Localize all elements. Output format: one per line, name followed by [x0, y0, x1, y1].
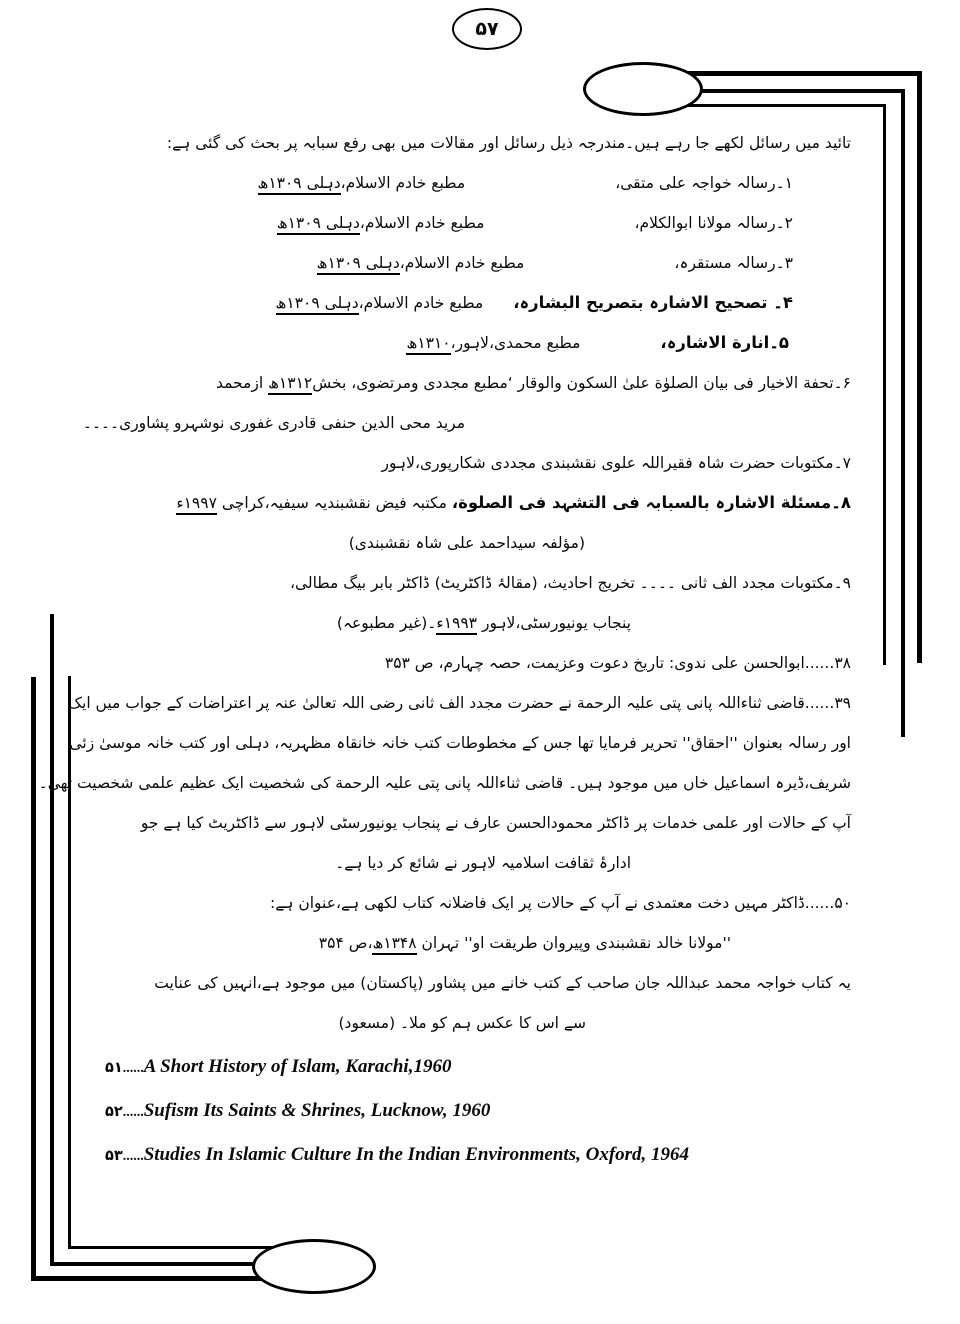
entry-2-press: مطبع خادم الاسلام، [359, 214, 485, 232]
entry-4-press: مطبع خادم الاسلام، [358, 294, 484, 312]
entry-8-author [85, 526, 851, 560]
footnote-50-page-ref: ،ص ۳۵۴ [318, 934, 373, 952]
footnote-53-dots: ...... [122, 1149, 144, 1164]
footnote-50-title-text: ''مولانا خالد نقشبندی وپیروان طریقت او'' تہران [421, 934, 731, 952]
footnote-51-text: A Short History of Islam, Karachi,1960 [143, 1056, 452, 1077]
footnote-38 [85, 646, 851, 680]
footnote-39-line-4 [85, 806, 851, 840]
footnote-39-line-5 [85, 846, 851, 880]
footnote-38-text: ۳۸......ابوالحسن علی ندوی: تاریخ دعوت وعزیمت، حصہ چہارم، ص ۳۵۳ [384, 654, 851, 672]
entry-2-year: دہلی ۱۳۰۹ھ [277, 214, 360, 235]
frame-left-line-middle [50, 614, 54, 1266]
footnote-51-number: ۵۱ [105, 1060, 123, 1076]
entry-3-title: ۳۔رسالہ مستقرہ، [674, 254, 793, 272]
footnote-53-text: Studies In Islamic Culture In the Indian Environments, Oxford, 1964 [143, 1144, 690, 1165]
entry-9-place: پنجاب یونیورسٹی،لاہور [481, 614, 631, 632]
frame-right-line-outer [917, 71, 922, 663]
entry-5-title: ۵۔انارة الاشارہ، [660, 333, 789, 352]
entry-6-text: ۶۔تحفة الاخیار فی بیان الصلوٰة علیٰ السکون والوقار ‘مطبع مجددی ومرتضوی، بخش [312, 374, 851, 392]
entry-3 [85, 246, 851, 280]
frame-right-line-inner [883, 104, 886, 665]
entry-4 [85, 286, 851, 320]
entry-6-continuation: مرید محی الدین حنفی قادری غفوری نوشہرو پشاوری۔۔۔۔ [82, 414, 465, 432]
intro-line [85, 126, 851, 160]
footnote-51-dots: ...... [122, 1061, 144, 1076]
frame-top-ellipse [583, 62, 703, 116]
footnote-51 [105, 1052, 851, 1084]
entry-6-line-2 [82, 406, 851, 440]
entry-4-publisher [276, 286, 484, 320]
entry-9-year: ۱۹۹۳ء [436, 614, 477, 635]
entry-2-publisher [277, 206, 485, 240]
page-number-oval [452, 8, 522, 50]
footnote-39-text-3: شریف،ڈیرہ اسماعیل خاں میں موجود ہیں۔ قاضی ثناءاللہ پانی پتی علیہ الرحمة کی شخصیت ایک عظیم علمی شخصیت تھی۔ [38, 774, 851, 792]
frame-left-line-inner [68, 676, 71, 1249]
frame-right-line-middle [901, 89, 905, 737]
text-area [38, 126, 851, 1184]
entry-9-line-2 [85, 606, 851, 640]
intro-text: تائید میں رسائل لکھے جا رہے ہیں۔مندرجہ ذیل رسائل اور مقالات میں بھی رفع سبابہ پر بحث کی گئی ہے: [166, 134, 851, 152]
frame-bottom-ellipse [252, 1239, 376, 1294]
entry-4-year: دہلی ۱۳۰۹ھ [276, 294, 359, 315]
entry-2 [85, 206, 851, 240]
entry-4-title: ۴۔ تصحیح الاشارہ بتصریح البشارہ، [513, 293, 793, 312]
footnote-53-number: ۵۳ [105, 1148, 123, 1164]
entry-3-year: دہلی ۱۳۰۹ھ [317, 254, 400, 275]
entry-9-line-1 [85, 566, 851, 600]
entry-3-publisher [317, 246, 525, 280]
footnote-39-line-1 [68, 686, 851, 720]
footnote-39-text-2: اور رسالہ بعنوان ''احقاق'' تحریر فرمایا تھا جس کے مخطوطات کتب خانہ خانقاہ مظہریہ، دہلی اور کتب خانہ موسیٰ زئی [69, 734, 851, 752]
entry-8-author-text: (مؤلفہ سیداحمد علی شاہ نقشبندی) [348, 534, 585, 552]
footnote-50-line-2 [85, 966, 851, 1000]
entry-8-year: ۱۹۹۷ء [176, 494, 217, 515]
entry-7-text: ۷۔مکتوبات حضرت شاہ فقیراللہ علوی نقشبندی مجددی شکارپوری،لاہور [381, 454, 851, 472]
entry-8 [85, 486, 851, 520]
entry-9-text: ۹۔مکتوبات مجدد الف ثانی ۔۔۔۔ تخریج احادیث، (مقالۂ ڈاکٹریٹ) ڈاکٹر بابر بیگ مطالی، [289, 574, 851, 592]
entry-1-press: مطبع خادم الاسلام، [340, 174, 466, 192]
entry-6-tail: ازمحمد [215, 374, 264, 392]
footnote-39-line-3 [38, 766, 851, 800]
entry-2-title: ۲۔رسالہ مولانا ابوالکلام، [634, 214, 793, 232]
footnote-39-text-1: ۳۹......قاضی ثناءاللہ پانی پتی علیہ الرحمة نے حضرت مجدد الف ثانی رضی اللہ تعالیٰ عنہ پر اعتراضات کے جواب میں ایک [68, 694, 851, 712]
entry-6-year: ۱۳۱۲ھ [268, 374, 312, 395]
footnote-50-year: ۱۳۴۸ھ [372, 934, 416, 955]
footnote-50-text-3: سے اس کا عکس ہم کو ملا۔ (مسعود) [338, 1014, 586, 1032]
entry-5-press: مطبع محمدی،لاہور، [450, 334, 581, 352]
entry-5 [85, 326, 851, 360]
entry-9-unpublished-note: ۔(غیر مطبوعہ) [336, 614, 437, 632]
footnote-52 [105, 1096, 851, 1128]
footnote-52-text: Sufism Its Saints & Shrines, Lucknow, 1960 [143, 1100, 491, 1121]
footnote-52-dots: ...... [122, 1105, 144, 1120]
footnote-39-text-4: آپ کے حالات اور علمی خدمات پر ڈاکٹر محمودالحسن عارف نے پنجاب یونیورسٹی لاہور سے ڈاکٹریٹ کیا ہے جو [140, 814, 851, 832]
entry-1-year: دہلی ۱۳۰۹ھ [258, 174, 341, 195]
footnote-50-text-1: ۵۰......ڈاکٹر مہیں دخت معتمدی نے آپ کے حالات پر ایک فاضلانہ کتاب لکھی ہے،عنوان ہے: [270, 894, 851, 912]
footnote-53 [105, 1140, 851, 1172]
entry-7 [85, 446, 851, 480]
footnote-39-text-5: ادارۂ ثقافت اسلامیہ لاہور نے شائع کر دیا ہے۔ [335, 854, 631, 872]
footnote-39-line-2 [69, 726, 851, 760]
footnote-50-line-3 [85, 1006, 851, 1040]
entry-8-press: مکتبہ فیض نقشبندیہ سیفیہ،کراچی [221, 494, 447, 512]
entry-5-year: ۱۳۱۰ھ [406, 334, 450, 355]
frame-left-line-outer [31, 677, 36, 1280]
footnote-50-book-title [85, 926, 851, 960]
entry-1-title: ۱۔رسالہ خواجہ علی متقی، [615, 174, 793, 192]
page-number: ۵۷ [475, 18, 499, 40]
entry-1 [85, 166, 851, 200]
entry-5-publisher [406, 326, 580, 360]
footnote-52-number: ۵۲ [105, 1104, 123, 1120]
entry-1-publisher [258, 166, 466, 200]
entry-8-title: ۸۔مسئلة الاشارہ بالسبابہ فی التشہد فی الصلوة، [451, 493, 851, 512]
footnote-50-text-2: یہ کتاب خواجہ محمد عبداللہ جان صاحب کے کتب خانے میں پشاور (پاکستان) میں موجود ہے،انہیں کی عنایت [154, 974, 851, 992]
entry-3-press: مطبع خادم الاسلام، [399, 254, 525, 272]
entry-6-line-1 [85, 366, 851, 400]
footnote-50-line-1 [85, 886, 851, 920]
